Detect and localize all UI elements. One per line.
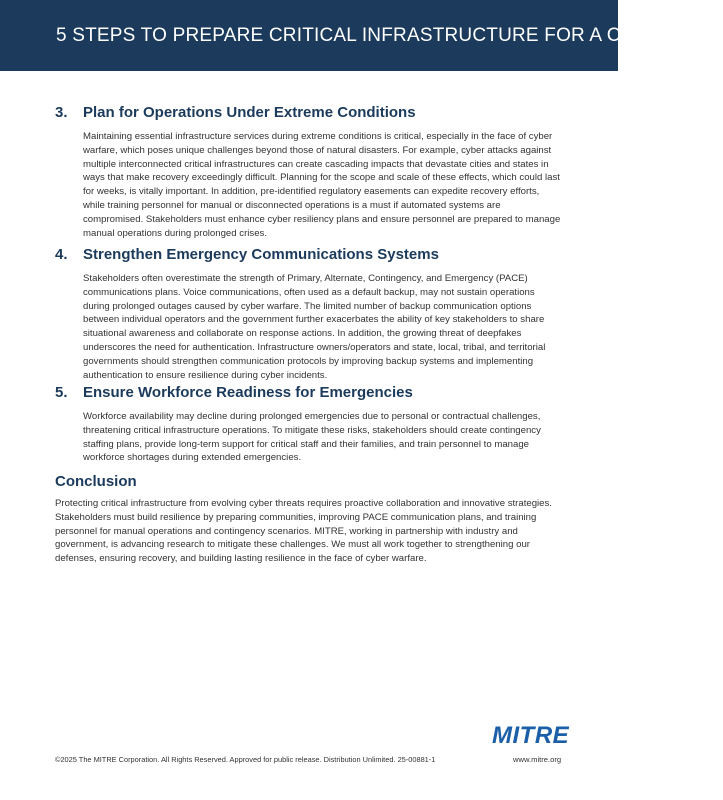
conclusion-body: Protecting critical infrastructure from evolving cyber threats requires proactive collaboration and innovative strategies. Stakeholders must build resilience by preparing communities, improving PACE communication plans, and training personnel for manual operations and contingency scenarios. MITRE, working in partnership with industry and government, is advancing research to mitigate these challenges. We must all work together to strengthening our defenses, ensuring recovery, and building lasting resilience in the face of cyber warfare. — [55, 498, 552, 565]
conclusion-heading: Conclusion — [55, 473, 137, 490]
section-body: Workforce availability may decline during prolonged emergencies due to personal or contractual challenges, threatening critical infrastructure operations. To mitigate these risks, stakeholders should create contingency staffing plans, provide long-term support for critical staff and their families, and train personnel to manage workforce shortages during extended emergencies. — [83, 411, 541, 464]
section-body: Stakeholders often overestimate the strength of Primary, Alternate, Contingency, and Emergency (PACE) communications plans. Voice communications, often used as a default backup, may not sustain operations during prolonged outages caused by cyber warfare. The limited number of backup communication options between individual operators and the government further exacerbates the ability of key stakeholders to share situational awareness and collaborate on response actions. In addition, the growing threat of deepfakes underscores the need for authentication. Infrastructure owners/operators and state, local, tribal, and territorial governments should strengthen communication protocols by improving backup systems and implementing authentication to ensure resilience during cyber incidents. — [83, 273, 546, 381]
page-title: 5 STEPS TO PREPARE CRITICAL INFRASTRUCTURE FOR A CYBER WAR — [56, 24, 723, 46]
section-number: 3. — [55, 104, 68, 121]
section-4 — [0, 246, 618, 396]
section-heading: Strengthen Emergency Communications Systems — [83, 246, 439, 263]
section-heading: Plan for Operations Under Extreme Conditions — [83, 104, 416, 121]
footer-copyright: ©2025 The MITRE Corporation. All Rights Reserved. Approved for public release. Distribution Unlimited. 25-00881-1 — [55, 755, 436, 764]
header-banner — [0, 0, 723, 71]
footer-url[interactable]: www.mitre.org — [513, 755, 562, 764]
mitre-logo: MITRE — [492, 722, 570, 749]
section-number: 4. — [55, 246, 68, 263]
section-3 — [0, 104, 618, 254]
section-5 — [0, 384, 618, 474]
section-heading: Ensure Workforce Readiness for Emergencies — [83, 384, 413, 401]
section-number: 5. — [55, 384, 68, 401]
section-body: Maintaining essential infrastructure services during extreme conditions is critical, especially in the face of cyber warfare, which poses unique challenges beyond those of natural disasters. For example, cyber attacks against multiple interconnected critical infrastructures can create cascading impacts that devastate cities and states in ways that make recovery exceedingly difficult. Planning for the scope and scale of these effects, which could last for weeks, is vitally important. In addition, pre-identified regulatory easements can expedite recovery efforts, while training personnel for manual or disconnected operations is a must if automated systems are compromised. Stakeholders must enhance cyber resiliency plans and ensure personnel are prepared to manage manual operations during prolonged crises. — [83, 131, 561, 239]
